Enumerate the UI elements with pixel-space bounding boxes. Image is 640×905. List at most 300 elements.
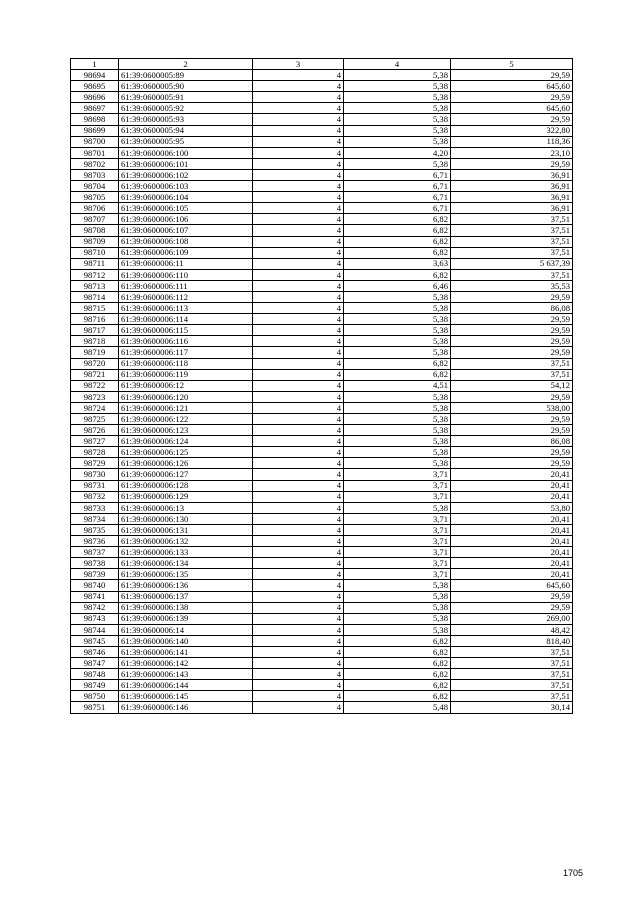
table-cell: 61:39:0600006:124 <box>119 436 253 447</box>
table-cell: 6,71 <box>344 203 451 214</box>
table-cell: 29,59 <box>451 158 573 169</box>
table-cell: 4 <box>253 147 344 158</box>
table-cell: 61:39:0600006:107 <box>119 225 253 236</box>
table-cell: 61:39:0600005:95 <box>119 136 253 147</box>
table-cell: 5,38 <box>344 591 451 602</box>
table-row <box>71 602 573 613</box>
table-cell: 4 <box>253 458 344 469</box>
table-row <box>71 635 573 646</box>
table-cell: 61:39:0600006:143 <box>119 669 253 680</box>
table-cell: 98732 <box>71 491 119 502</box>
table-row <box>71 214 573 225</box>
table-cell: 98730 <box>71 469 119 480</box>
table-cell: 37,51 <box>451 658 573 669</box>
table-cell: 98744 <box>71 624 119 635</box>
table-cell: 98722 <box>71 380 119 391</box>
table-cell: 4 <box>253 236 344 247</box>
table-cell: 4 <box>253 269 344 280</box>
table-cell: 98743 <box>71 613 119 624</box>
table-cell: 4 <box>253 192 344 203</box>
table-cell: 29,59 <box>451 114 573 125</box>
table-row <box>71 691 573 702</box>
table-cell: 98739 <box>71 569 119 580</box>
table-cell: 37,51 <box>451 358 573 369</box>
table-cell: 4 <box>253 702 344 713</box>
table-cell: 4 <box>253 436 344 447</box>
table-cell: 4 <box>253 380 344 391</box>
table-cell: 6,82 <box>344 669 451 680</box>
table-row <box>71 314 573 325</box>
table-cell: 61:39:0600006:144 <box>119 680 253 691</box>
table-cell: 29,59 <box>451 447 573 458</box>
table-cell: 6,71 <box>344 181 451 192</box>
table-cell: 4 <box>253 125 344 136</box>
table-row <box>71 380 573 391</box>
table-cell: 98736 <box>71 536 119 547</box>
table-cell: 20,41 <box>451 558 573 569</box>
table-cell: 29,59 <box>451 425 573 436</box>
table-row <box>71 569 573 580</box>
table-cell: 29,59 <box>451 291 573 302</box>
table-cell: 61:39:0600005:93 <box>119 114 253 125</box>
table-cell: 5,38 <box>344 447 451 458</box>
table-cell: 98741 <box>71 591 119 602</box>
table-cell: 37,51 <box>451 369 573 380</box>
table-cell: 4 <box>253 169 344 180</box>
table-cell: 3,71 <box>344 569 451 580</box>
table-row <box>71 92 573 103</box>
table-cell: 37,51 <box>451 214 573 225</box>
table-cell: 5,38 <box>344 158 451 169</box>
table-cell: 6,82 <box>344 635 451 646</box>
table-row <box>71 513 573 524</box>
table-cell: 98733 <box>71 502 119 513</box>
table-cell: 4 <box>253 347 344 358</box>
table-cell: 61:39:0600006:142 <box>119 658 253 669</box>
table-cell: 37,51 <box>451 669 573 680</box>
table-row <box>71 158 573 169</box>
table-cell: 3,71 <box>344 536 451 547</box>
table-row <box>71 547 573 558</box>
table-cell: 61:39:0600006:146 <box>119 702 253 713</box>
table-cell: 5,38 <box>344 391 451 402</box>
table-cell: 20,41 <box>451 569 573 580</box>
table-row <box>71 236 573 247</box>
table-cell: 4 <box>253 225 344 236</box>
table-cell: 61:39:0600006:104 <box>119 192 253 203</box>
table-cell: 98734 <box>71 513 119 524</box>
table-cell: 6,71 <box>344 192 451 203</box>
table-cell: 86,08 <box>451 303 573 314</box>
table-header-row <box>71 59 573 70</box>
table-cell: 61:39:0600006:11 <box>119 258 253 269</box>
table-cell: 98726 <box>71 425 119 436</box>
table-cell: 4 <box>253 314 344 325</box>
table-cell: 118,36 <box>451 136 573 147</box>
table-row <box>71 680 573 691</box>
table-cell: 61:39:0600006:13 <box>119 502 253 513</box>
table-cell: 61:39:0600006:136 <box>119 580 253 591</box>
table-cell: 4 <box>253 513 344 524</box>
table-cell: 6,82 <box>344 358 451 369</box>
table-cell: 29,59 <box>451 591 573 602</box>
table-cell: 61:39:0600006:113 <box>119 303 253 314</box>
table-cell: 98706 <box>71 203 119 214</box>
column-header-3: 3 <box>253 59 344 70</box>
table-cell: 29,59 <box>451 314 573 325</box>
page-number: 1705 <box>563 868 584 878</box>
table-cell: 5,38 <box>344 458 451 469</box>
table-cell: 4 <box>253 524 344 535</box>
table-cell: 5,38 <box>344 114 451 125</box>
table-cell: 5,48 <box>344 702 451 713</box>
table-cell: 98716 <box>71 314 119 325</box>
table-cell: 20,41 <box>451 480 573 491</box>
table-cell: 61:39:0600006:126 <box>119 458 253 469</box>
table-cell: 98737 <box>71 547 119 558</box>
table-row <box>71 402 573 413</box>
table-cell: 5,38 <box>344 436 451 447</box>
table-cell: 98704 <box>71 181 119 192</box>
table-cell: 98723 <box>71 391 119 402</box>
table-cell: 4 <box>253 469 344 480</box>
table-cell: 61:39:0600006:139 <box>119 613 253 624</box>
table-cell: 5,38 <box>344 81 451 92</box>
table-row <box>71 524 573 535</box>
table-cell: 35,53 <box>451 280 573 291</box>
table-cell: 29,59 <box>451 347 573 358</box>
table-cell: 98708 <box>71 225 119 236</box>
table-cell: 3,71 <box>344 480 451 491</box>
table-cell: 98721 <box>71 369 119 380</box>
table-cell: 61:39:0600006:135 <box>119 569 253 580</box>
table-row <box>71 414 573 425</box>
table-cell: 5,38 <box>344 613 451 624</box>
table-cell: 4 <box>253 447 344 458</box>
table-cell: 3,71 <box>344 469 451 480</box>
table-cell: 98749 <box>71 680 119 691</box>
table-cell: 4 <box>253 103 344 114</box>
table-row <box>71 613 573 624</box>
table-cell: 29,59 <box>451 458 573 469</box>
data-table <box>70 58 573 714</box>
table-row <box>71 358 573 369</box>
table-cell: 61:39:0600006:111 <box>119 280 253 291</box>
table-cell: 37,51 <box>451 225 573 236</box>
table-cell: 5,38 <box>344 70 451 81</box>
table-cell: 645,60 <box>451 103 573 114</box>
table-cell: 4 <box>253 591 344 602</box>
table-row <box>71 103 573 114</box>
table-row <box>71 325 573 336</box>
table-cell: 4 <box>253 669 344 680</box>
table-cell: 4 <box>253 491 344 502</box>
table-cell: 29,59 <box>451 70 573 81</box>
table-cell: 3,71 <box>344 547 451 558</box>
table-cell: 4 <box>253 414 344 425</box>
table-row <box>71 269 573 280</box>
table-cell: 61:39:0600006:133 <box>119 547 253 558</box>
table-row <box>71 646 573 657</box>
table-cell: 3,71 <box>344 524 451 535</box>
table-cell: 61:39:0600006:129 <box>119 491 253 502</box>
table-cell: 4 <box>253 303 344 314</box>
table-cell: 4 <box>253 70 344 81</box>
table-cell: 61:39:0600006:105 <box>119 203 253 214</box>
table-cell: 4 <box>253 336 344 347</box>
table-cell: 29,59 <box>451 414 573 425</box>
table-cell: 4 <box>253 391 344 402</box>
table-cell: 98715 <box>71 303 119 314</box>
table-cell: 98696 <box>71 92 119 103</box>
table-cell: 29,59 <box>451 325 573 336</box>
table-cell: 98750 <box>71 691 119 702</box>
table-row <box>71 258 573 269</box>
table-cell: 5,38 <box>344 414 451 425</box>
table-cell: 5,38 <box>344 125 451 136</box>
table-body <box>71 70 573 713</box>
table-cell: 61:39:0600006:119 <box>119 369 253 380</box>
table-cell: 61:39:0600006:121 <box>119 402 253 413</box>
table-cell: 4 <box>253 92 344 103</box>
table-row <box>71 425 573 436</box>
table-cell: 818,40 <box>451 635 573 646</box>
table-cell: 4 <box>253 558 344 569</box>
table-cell: 4 <box>253 602 344 613</box>
table-cell: 5,38 <box>344 402 451 413</box>
table-cell: 4 <box>253 547 344 558</box>
table-row <box>71 136 573 147</box>
table-row <box>71 502 573 513</box>
table-cell: 98735 <box>71 524 119 535</box>
table-row <box>71 347 573 358</box>
table-row <box>71 369 573 380</box>
table-cell: 4 <box>253 258 344 269</box>
table-cell: 645,60 <box>451 580 573 591</box>
table-cell: 269,00 <box>451 613 573 624</box>
table-cell: 61:39:0600006:114 <box>119 314 253 325</box>
table-cell: 61:39:0600005:94 <box>119 125 253 136</box>
table-cell: 48,42 <box>451 624 573 635</box>
document-table-container <box>70 58 572 714</box>
table-cell: 98727 <box>71 436 119 447</box>
table-row <box>71 336 573 347</box>
table-cell: 4 <box>253 580 344 591</box>
table-cell: 98709 <box>71 236 119 247</box>
table-cell: 61:39:0600006:145 <box>119 691 253 702</box>
table-row <box>71 436 573 447</box>
table-cell: 4 <box>253 402 344 413</box>
table-row <box>71 192 573 203</box>
table-cell: 36,91 <box>451 192 573 203</box>
table-cell: 4 <box>253 691 344 702</box>
table-cell: 5,38 <box>344 291 451 302</box>
table-cell: 61:39:0600005:92 <box>119 103 253 114</box>
table-cell: 61:39:0600006:132 <box>119 536 253 547</box>
table-cell: 3,71 <box>344 513 451 524</box>
table-row <box>71 591 573 602</box>
table-cell: 6,82 <box>344 269 451 280</box>
table-row <box>71 125 573 136</box>
table-cell: 5,38 <box>344 103 451 114</box>
table-row <box>71 203 573 214</box>
table-cell: 98746 <box>71 646 119 657</box>
table-cell: 61:39:0600006:112 <box>119 291 253 302</box>
table-cell: 61:39:0600006:134 <box>119 558 253 569</box>
table-cell: 37,51 <box>451 680 573 691</box>
table-row <box>71 558 573 569</box>
table-cell: 20,41 <box>451 536 573 547</box>
table-cell: 98699 <box>71 125 119 136</box>
table-cell: 98748 <box>71 669 119 680</box>
table-cell: 6,82 <box>344 214 451 225</box>
table-cell: 98729 <box>71 458 119 469</box>
table-cell: 4 <box>253 425 344 436</box>
table-cell: 37,51 <box>451 247 573 258</box>
table-cell: 5,38 <box>344 314 451 325</box>
table-cell: 5,38 <box>344 425 451 436</box>
table-cell: 61:39:0600006:127 <box>119 469 253 480</box>
table-cell: 61:39:0600006:106 <box>119 214 253 225</box>
table-row <box>71 580 573 591</box>
table-cell: 98724 <box>71 402 119 413</box>
table-cell: 98717 <box>71 325 119 336</box>
table-cell: 6,82 <box>344 691 451 702</box>
table-cell: 6,46 <box>344 280 451 291</box>
table-cell: 61:39:0600006:102 <box>119 169 253 180</box>
table-cell: 61:39:0600006:118 <box>119 358 253 369</box>
table-row <box>71 81 573 92</box>
table-cell: 61:39:0600006:141 <box>119 646 253 657</box>
table-row <box>71 669 573 680</box>
table-cell: 4 <box>253 613 344 624</box>
table-cell: 98698 <box>71 114 119 125</box>
column-header-5: 5 <box>451 59 573 70</box>
table-cell: 61:39:0600006:137 <box>119 591 253 602</box>
table-cell: 4 <box>253 635 344 646</box>
table-cell: 98718 <box>71 336 119 347</box>
table-cell: 3,71 <box>344 558 451 569</box>
table-cell: 29,59 <box>451 92 573 103</box>
column-header-4: 4 <box>344 59 451 70</box>
table-cell: 61:39:0600006:123 <box>119 425 253 436</box>
table-cell: 61:39:0600006:120 <box>119 391 253 402</box>
table-cell: 4 <box>253 646 344 657</box>
table-cell: 4 <box>253 325 344 336</box>
table-cell: 23,10 <box>451 147 573 158</box>
table-cell: 98707 <box>71 214 119 225</box>
table-cell: 5,38 <box>344 325 451 336</box>
table-cell: 4 <box>253 680 344 691</box>
table-cell: 61:39:0600006:100 <box>119 147 253 158</box>
table-cell: 61:39:0600006:110 <box>119 269 253 280</box>
table-cell: 4 <box>253 369 344 380</box>
table-cell: 5,38 <box>344 92 451 103</box>
table-row <box>71 480 573 491</box>
table-cell: 4,20 <box>344 147 451 158</box>
table-cell: 4 <box>253 114 344 125</box>
table-row <box>71 391 573 402</box>
table-cell: 5,38 <box>344 336 451 347</box>
table-cell: 61:39:0600006:140 <box>119 635 253 646</box>
table-cell: 29,59 <box>451 391 573 402</box>
table-cell: 4 <box>253 214 344 225</box>
table-row <box>71 469 573 480</box>
table-cell: 98710 <box>71 247 119 258</box>
table-cell: 98713 <box>71 280 119 291</box>
table-cell: 5,38 <box>344 580 451 591</box>
table-cell: 4 <box>253 203 344 214</box>
table-cell: 61:39:0600006:115 <box>119 325 253 336</box>
table-row <box>71 658 573 669</box>
table-cell: 645,60 <box>451 81 573 92</box>
table-cell: 4 <box>253 158 344 169</box>
table-cell: 37,51 <box>451 646 573 657</box>
table-cell: 3,71 <box>344 491 451 502</box>
table-cell: 4 <box>253 624 344 635</box>
table-cell: 5,38 <box>344 602 451 613</box>
table-cell: 61:39:0600006:101 <box>119 158 253 169</box>
table-cell: 36,91 <box>451 203 573 214</box>
table-row <box>71 169 573 180</box>
table-cell: 61:39:0600006:122 <box>119 414 253 425</box>
table-cell: 5 637,39 <box>451 258 573 269</box>
table-cell: 98742 <box>71 602 119 613</box>
table-cell: 61:39:0600006:108 <box>119 236 253 247</box>
table-cell: 20,41 <box>451 513 573 524</box>
table-cell: 5,38 <box>344 502 451 513</box>
table-cell: 4 <box>253 291 344 302</box>
table-row <box>71 181 573 192</box>
table-cell: 61:39:0600006:103 <box>119 181 253 192</box>
table-cell: 4 <box>253 569 344 580</box>
table-cell: 98694 <box>71 70 119 81</box>
table-cell: 4 <box>253 81 344 92</box>
table-cell: 30,14 <box>451 702 573 713</box>
table-cell: 20,41 <box>451 491 573 502</box>
table-cell: 5,38 <box>344 303 451 314</box>
table-cell: 54,12 <box>451 380 573 391</box>
table-cell: 4 <box>253 502 344 513</box>
table-cell: 37,51 <box>451 236 573 247</box>
table-cell: 4 <box>253 136 344 147</box>
table-cell: 6,82 <box>344 646 451 657</box>
table-row <box>71 303 573 314</box>
table-cell: 98731 <box>71 480 119 491</box>
column-header-2: 2 <box>119 59 253 70</box>
table-cell: 3,63 <box>344 258 451 269</box>
table-row <box>71 491 573 502</box>
table-cell: 98747 <box>71 658 119 669</box>
table-cell: 61:39:0600006:138 <box>119 602 253 613</box>
table-cell: 538,00 <box>451 402 573 413</box>
table-cell: 98702 <box>71 158 119 169</box>
table-cell: 98719 <box>71 347 119 358</box>
table-cell: 98711 <box>71 258 119 269</box>
table-cell: 61:39:0600005:91 <box>119 92 253 103</box>
table-cell: 98701 <box>71 147 119 158</box>
table-cell: 53,80 <box>451 502 573 513</box>
table-row <box>71 458 573 469</box>
table-cell: 61:39:0600005:90 <box>119 81 253 92</box>
table-cell: 61:39:0600006:14 <box>119 624 253 635</box>
table-row <box>71 225 573 236</box>
table-cell: 20,41 <box>451 469 573 480</box>
table-cell: 61:39:0600006:116 <box>119 336 253 347</box>
table-row <box>71 147 573 158</box>
table-cell: 98738 <box>71 558 119 569</box>
table-cell: 98751 <box>71 702 119 713</box>
